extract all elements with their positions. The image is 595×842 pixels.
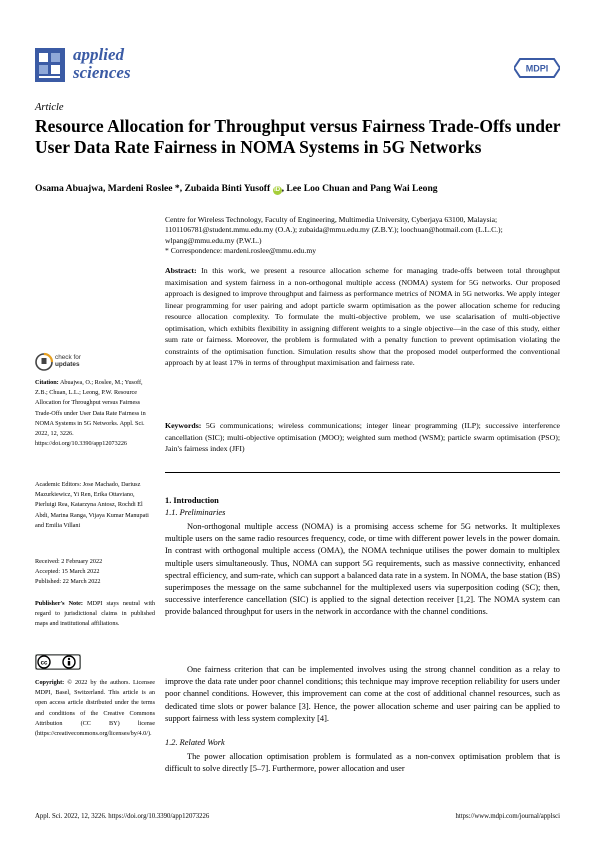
abstract	[165, 265, 560, 369]
affiliation-line: wlpang@mmu.edu.my (P.W.L.)	[165, 235, 262, 245]
abstract-text: In this work, we present a resource allocation scheme for managing trade-offs between total throughput maximisation and system fairness in a non-orthogonal multiple access (NOMA) system for 5G networks. Our proposed approach is designed to improve throughput and fairness as performance metrics of NOMA in 5G networks. We apply integer linear programming for user pairing and adopt particle swarm optimisation as the power allocation scheme for reducing resource allocation complexity. To formulate the multi-objective problem, we use scalarisation of multi-objective optimisation, which exhibits flexibility in assigning different weights to a single objective—in the case of this study, either sum rate or fairness. Moreover, the problem is formulated with a penalty function to prevent optimisation violating the constraints of the optimisation function. Simulation results show that the proposed model outperformed the conventional approach by at least 17% in terms of throughput maximisation and fairness rate.	[165, 266, 561, 367]
keywords-label: Keywords:	[165, 421, 202, 430]
correspondence-line: * Correspondence: mardeni.roslee@mmu.edu.my	[165, 246, 317, 256]
authors-part-1: Osama Abuajwa, Mardeni Roslee *, Zubaida Binti Yusoff	[35, 183, 271, 194]
citation-label: Citation:	[35, 379, 59, 386]
publisher-note-label: Publisher's Note:	[35, 600, 83, 607]
body-paragraph: Non-orthogonal multiple access (NOMA) is a promising access scheme for 5G networks. It multiplexes multiple users on the same radio resources frequency, code, or time with different power levels in the power domain. In contrast with orthogonal multiple access (OMA), the NOMA technique utilises the power domain to multiplex multiple users simultaneously. Thus, NOMA can support 5G requirements, such as massive connectivity, enhanced spectral efficiency, and sum-rate, which can support a balanced data rate in a system. In NOMA, the base station (BS) superimposes the message on the same subchannel for the multiplexed users via superposition coding (SC); then, successive interference cancellation (SIC) is applied to the signal detection receiver [1,2]. The NOMA system can provide balanced throughput for users in the network in accordance with the channel conditions.	[165, 522, 560, 617]
publisher-note-text: MDPI stays neutral with regard to jurisdictional claims in published maps and institutional affiliations.	[35, 600, 156, 628]
paper-title: Resource Allocation for Throughput versus Fairness Trade-Offs under User Data Rate Fairness in NOMA Systems in 5G Networks	[35, 116, 561, 157]
check-for-updates-label[interactable]: check for updates	[55, 354, 81, 368]
academic-editors: Academic Editors: Jose Machado, Dariusz Mazurkiewicz, Yi Ren, Erika Ottaviano, Pierluigi Rea, Katarzyna Antosz, Rochdi El Abdi, Marina Ranga, Vijaya Kumar Manupati and Emilia Villani	[35, 481, 149, 529]
copyright-label: Copyright:	[35, 679, 65, 686]
subsection-heading: 1.1. Preliminaries	[165, 508, 226, 517]
author-list	[35, 183, 565, 195]
abstract-label: Abstract:	[165, 266, 197, 275]
citation-block	[35, 378, 155, 449]
section-divider	[165, 472, 560, 473]
applied-sciences-logo-icon	[35, 48, 65, 82]
keywords-text: 5G communications; wireless communications; integer linear programming (ILP); successive interference cancellation (SIC); multi-objective optimisation (MOO); weighted sum method (WSM); particle swarm optimisation (PSO); Jain's fairness index (JFI)	[165, 421, 560, 453]
affiliations	[165, 215, 560, 257]
keywords	[165, 420, 560, 455]
cc-by-icon[interactable]	[35, 654, 81, 670]
publisher-note	[35, 599, 155, 630]
subsection-heading: 1.2. Related Work	[165, 738, 225, 747]
svg-text:cc: cc	[40, 660, 48, 667]
journal-name: applied sciences	[73, 45, 131, 82]
body-paragraph: One fairness criterion that can be implemented involves using the strong channel condition as a relay to improve the data rate under poor channel conditions; this technique may improve reception reliability for users under poor channel conditions. However, this improvement can come at the cost of additional channel resources, such as dedicated time slots or power balance [3]. Hence, the power allocation scheme and user pairing can be applied to support fairness with less system complexity [4].	[165, 665, 560, 723]
affiliation-line: Centre for Wireless Technology, Faculty of Engineering, Multimedia University, Cyberjaya 63100, Malaysia;	[165, 215, 498, 224]
publication-dates	[35, 557, 155, 588]
orcid-icon[interactable]: iD	[274, 187, 281, 193]
body-paragraph: The power allocation optimisation problem is formulated as a non-convex optimisation problem that is difficult to solve directly [5–7]. Furthermore, power allocation and user	[165, 752, 560, 774]
citation-text: Abuajwa, O.; Roslee, M.; Yusoff, Z.B.; Chuan, L.L.; Leong, P.W. Resource Allocation for Throughput versus Fairness Trade-Offs under User Data Rate Fairness in NOMA Systems in 5G Networks. Appl. Sci. 2022, 12, 3226. https://doi.org/10.3390/app12073226	[35, 379, 146, 448]
mdpi-logo-icon	[514, 56, 560, 80]
publisher-name: MDPI	[525, 63, 549, 74]
affiliation-line: 1101106781@student.mmu.edu.my (O.A.); zubaida@mmu.edu.my (Z.B.Y.); loochuan@hotmail.com (L.L.C.);	[165, 225, 503, 235]
footer-citation[interactable]: Appl. Sci. 2022, 12, 3226. https://doi.org/10.3390/app12073226	[35, 813, 210, 820]
footer-journal-url[interactable]: https://www.mdpi.com/journal/applsci	[455, 813, 560, 820]
published-date: Published: 22 March 2022	[35, 578, 101, 586]
copyright-text: © 2022 by the authors. Licensee MDPI, Basel, Switzerland. This article is an open access article distributed under the terms and conditions of the Creative Commons Attribution (CC BY) license (https://creativecommons.org/licenses/by/4.0/).	[35, 679, 156, 738]
authors-part-2: , Lee Loo Chuan and Pang Wai Leong	[281, 183, 438, 194]
article-type: Article	[35, 102, 64, 113]
copyright-block	[35, 678, 155, 739]
received-date: Received: 2 February 2022	[35, 558, 103, 565]
accepted-date: Accepted: 15 March 2022	[35, 568, 100, 576]
section-heading: 1. Introduction	[165, 496, 219, 505]
